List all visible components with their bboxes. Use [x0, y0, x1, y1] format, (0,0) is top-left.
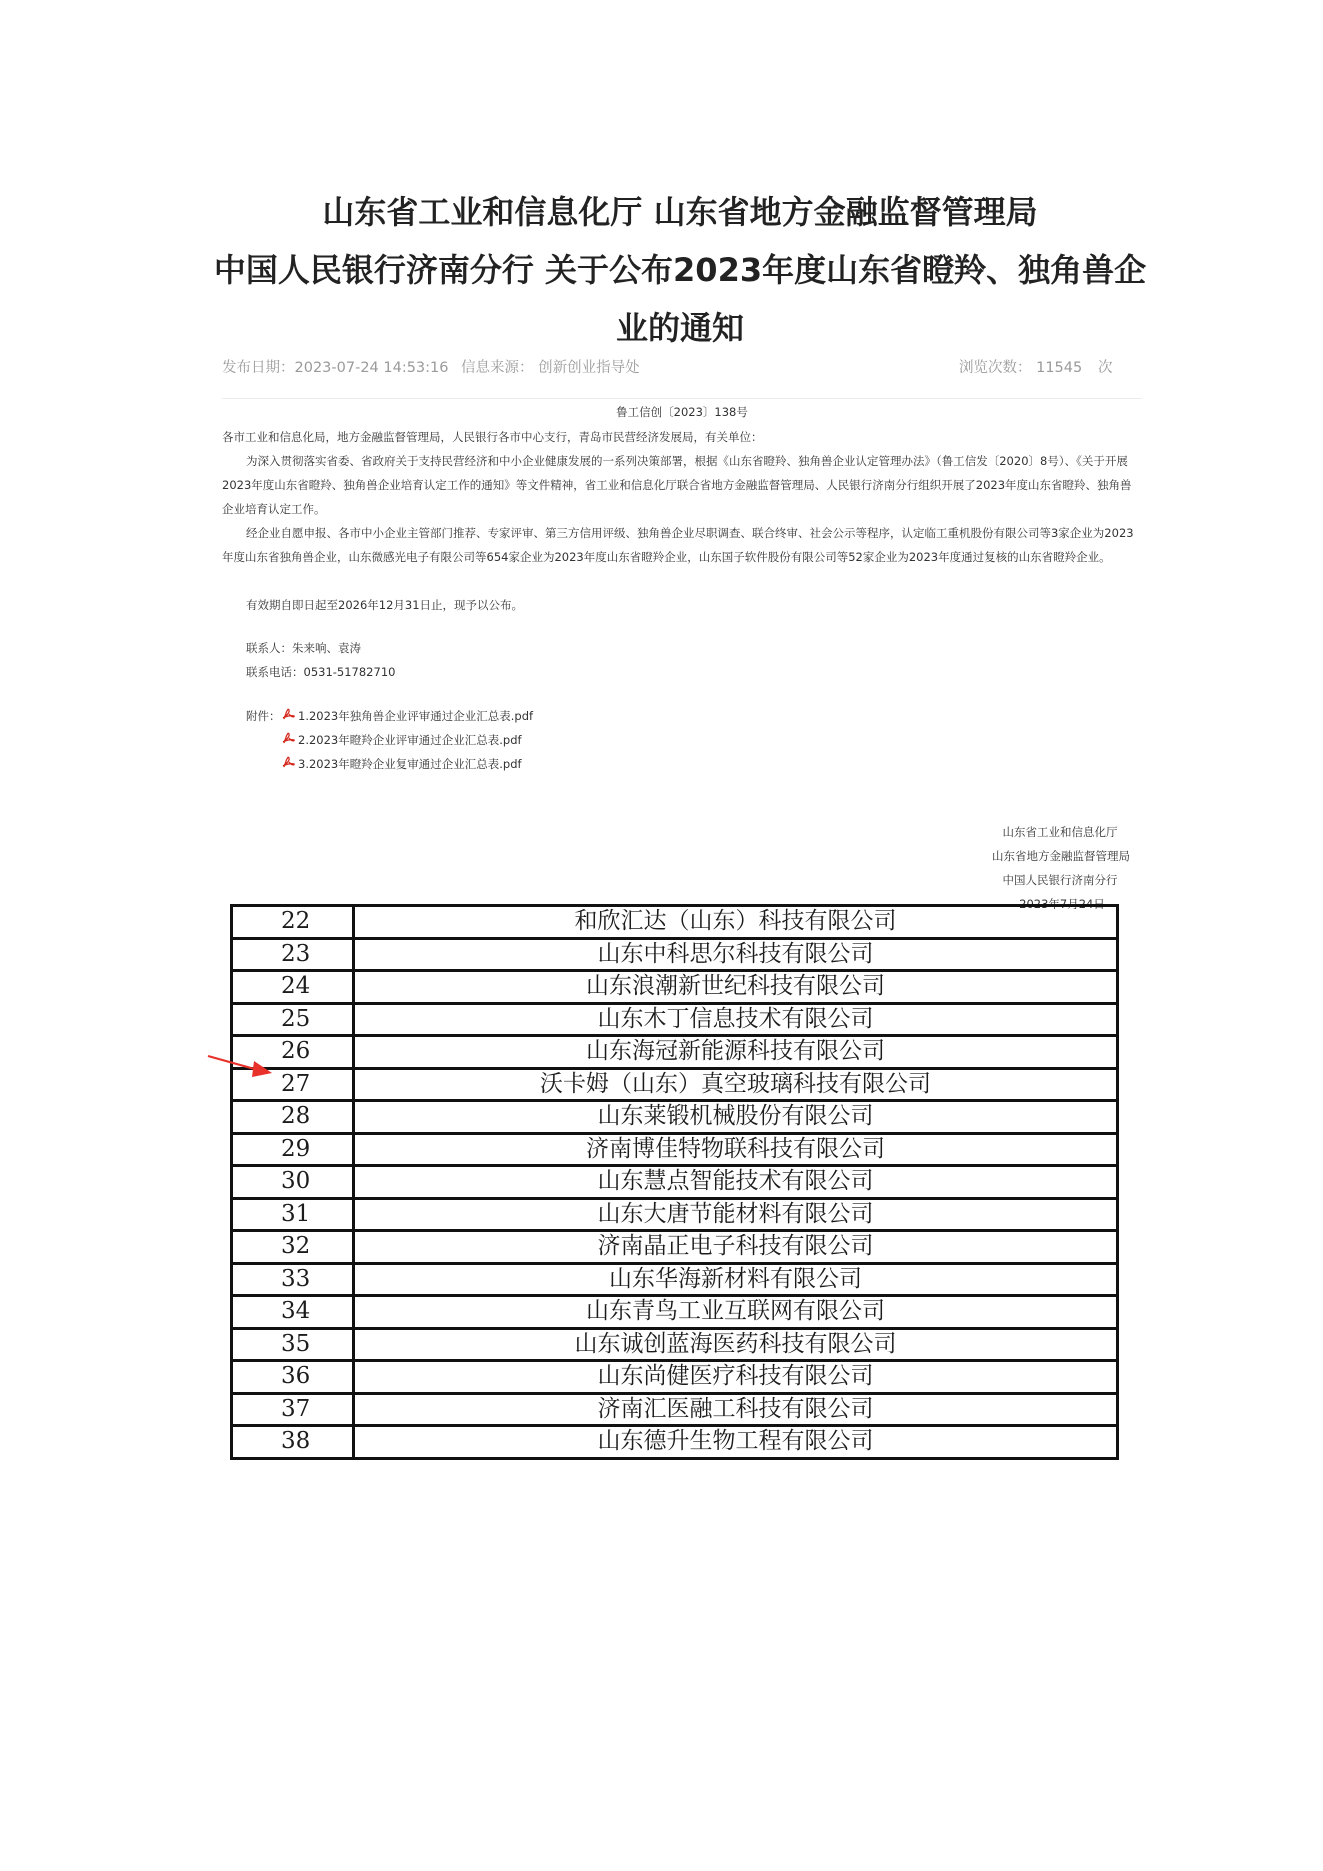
row-number: 26 [232, 1036, 354, 1069]
company-name: 山东莱锻机械股份有限公司 [354, 1101, 1118, 1134]
pdf-icon [282, 753, 296, 767]
document-number: 鲁工信创〔2023〕138号 [616, 405, 748, 419]
attachment-label: 3.2023年瞪羚企业复审通过企业汇总表.pdf [298, 757, 522, 771]
company-name: 山东浪潮新世纪科技有限公司 [354, 971, 1118, 1004]
row-number: 25 [232, 1003, 354, 1036]
divider [222, 398, 1142, 399]
company-name: 山东德升生物工程有限公司 [354, 1426, 1118, 1459]
article-title [200, 183, 1160, 357]
company-list-screenshot [230, 908, 1119, 1516]
row-number: 36 [232, 1361, 354, 1394]
table-row [232, 971, 1118, 1004]
row-number: 23 [232, 938, 354, 971]
company-name: 山东尚健医疗科技有限公司 [354, 1361, 1118, 1394]
table-row [232, 1198, 1118, 1231]
title-line-1: 山东省工业和信息化厅 山东省地方金融监督管理局 [322, 193, 1038, 231]
table-row [232, 1263, 1118, 1296]
row-number: 31 [232, 1198, 354, 1231]
table-row [232, 1296, 1118, 1329]
company-name: 山东海冠新能源科技有限公司 [354, 1036, 1118, 1069]
company-name: 山东华海新材料有限公司 [354, 1263, 1118, 1296]
table-row [232, 1361, 1118, 1394]
arrow-icon [206, 1052, 276, 1080]
attachment-label: 1.2023年独角兽企业评审通过企业汇总表.pdf [298, 709, 534, 723]
pdf-icon [282, 729, 296, 743]
signing-date: 2023年7月24日 [1019, 897, 1105, 911]
company-name: 和欣汇达（山东）科技有限公司 [354, 906, 1118, 939]
attachment-link-2[interactable] [282, 728, 522, 752]
company-name: 沃卡姆（山东）真空玻璃科技有限公司 [354, 1068, 1118, 1101]
row-number: 28 [232, 1101, 354, 1134]
row-number: 27 [232, 1068, 354, 1101]
publish-date: 发布日期：2023-07-24 14:53:16 [222, 360, 449, 376]
table-row [232, 1101, 1118, 1134]
table-row [232, 1328, 1118, 1361]
row-number: 37 [232, 1393, 354, 1426]
signatory-3: 中国人民银行济南分行 [1002, 873, 1118, 887]
attachment-link-3[interactable] [282, 752, 522, 776]
company-name: 山东大唐节能材料有限公司 [354, 1198, 1118, 1231]
row-number: 32 [232, 1231, 354, 1264]
row-number: 38 [232, 1426, 354, 1459]
company-name: 济南博佳特物联科技有限公司 [354, 1133, 1118, 1166]
info-source: 信息来源： 创新创业指导处 [461, 360, 640, 376]
table-row [232, 1393, 1118, 1426]
table-row [232, 1003, 1118, 1036]
view-count: 浏览次数： 11545 [959, 360, 1083, 376]
attachment-label: 2.2023年瞪羚企业评审通过企业汇总表.pdf [298, 733, 522, 747]
company-name: 山东诚创蓝海医药科技有限公司 [354, 1328, 1118, 1361]
paragraph-3: 有效期自即日起至2026年12月31日止，现予以公布。 [246, 598, 524, 612]
company-name: 山东慧点智能技术有限公司 [354, 1166, 1118, 1199]
company-table [230, 904, 1119, 1460]
company-name: 山东中科思尔科技有限公司 [354, 938, 1118, 971]
signatory-1: 山东省工业和信息化厅 [1002, 825, 1118, 839]
salutation: 各市工业和信息化局，地方金融监督管理局，人民银行各市中心支行，青岛市民营经济发展局，有关单位： [222, 430, 763, 444]
table-row [232, 938, 1118, 971]
title-line-2: 中国人民银行济南分行 关于公布2023年度山东省瞪羚、独角兽企 [213, 251, 1147, 289]
attachment-link-1[interactable] [282, 704, 533, 728]
table-row [232, 906, 1118, 939]
company-name: 济南晶正电子科技有限公司 [354, 1231, 1118, 1264]
row-number: 24 [232, 971, 354, 1004]
table-row [232, 1231, 1118, 1264]
title-line-3: 业的通知 [615, 309, 744, 347]
company-name: 山东木丁信息技术有限公司 [354, 1003, 1118, 1036]
paragraph-2: 经企业自愿申报、各市中小企业主管部门推荐、专家评审、第三方信用评级、独角兽企业尽职调查、联合终审、社会公示等程序，认定临工重机股份有限公司等3家企业为2023年度山东省独角兽企业，山东微感光电子有限公司等654家企业为2023年度山东省瞪羚企业，山东国子软件股份有限公司等52家企业为2023年度通过复核的山东省瞪羚企业。 [222, 526, 1134, 564]
table-row [232, 1133, 1118, 1166]
company-name: 山东青鸟工业互联网有限公司 [354, 1296, 1118, 1329]
table-row [232, 1068, 1118, 1101]
contact-phone: 联系电话：0531-51782710 [246, 665, 396, 679]
table-row [232, 1036, 1118, 1069]
row-number: 30 [232, 1166, 354, 1199]
signatory-2: 山东省地方金融监督管理局 [992, 849, 1130, 863]
pdf-icon [282, 705, 296, 719]
row-number: 22 [232, 906, 354, 939]
table-row [232, 1166, 1118, 1199]
article-meta [222, 356, 1142, 378]
contact-person: 联系人：朱来响、袁涛 [246, 641, 361, 655]
table-row [232, 1426, 1118, 1459]
row-number: 35 [232, 1328, 354, 1361]
view-count-unit: 次 [1098, 360, 1113, 376]
row-number: 29 [232, 1133, 354, 1166]
row-number: 33 [232, 1263, 354, 1296]
row-number: 34 [232, 1296, 354, 1329]
paragraph-1: 为深入贯彻落实省委、省政府关于支持民营经济和中小企业健康发展的一系列决策部署，根据《山东省瞪羚、独角兽企业认定管理办法》（鲁工信发〔2020〕8号）、《关于开展2023年度山东省瞪羚、独角兽企业培育认定工作的通知》等文件精神，省工业和信息化厅联合省地方金融监督管理局、人民银行济南分行组织开展了2023年度山东省瞪羚、独角兽企业培育认定工作。 [222, 454, 1132, 516]
company-name: 济南汇医融工科技有限公司 [354, 1393, 1118, 1426]
attachments-label: 附件： [246, 709, 281, 723]
